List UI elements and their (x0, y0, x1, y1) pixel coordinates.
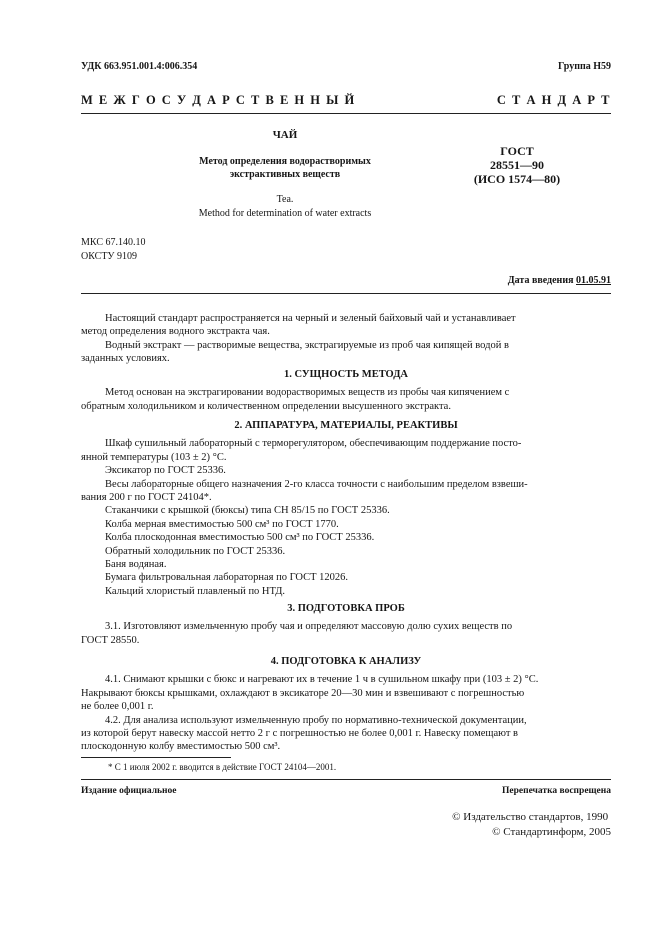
okstu-code: ОКСТУ 9109 (81, 251, 138, 262)
text-line: Шкаф сушильный лабораторный с терморегулятором, обеспечивающим поддержание посто- (105, 438, 522, 450)
official-edition: Издание официальное (81, 786, 177, 796)
gost-number (457, 144, 577, 186)
text-line: Эксикатор по ГОСТ 25336. (105, 465, 226, 477)
text-line: Обратный холодильник по ГОСТ 25336. (105, 545, 286, 557)
section-2 (81, 419, 611, 598)
document-subtitle (120, 155, 450, 181)
section-3 (81, 602, 611, 647)
section-heading: 3. ПОДГОТОВКА ПРОБ (287, 603, 405, 614)
text-line: Метод основан на экстрагировании водорастворимых веществ из пробы чая кипячением с (105, 387, 510, 399)
subtitle-line: Метод определения водорастворимых (199, 156, 371, 167)
text-line: Водный экстракт — растворимые вещества, экстрагируемые из проб чая кипящей водой в (105, 339, 509, 351)
text-line: метод определения водного экстракта чая. (81, 326, 270, 338)
section-heading: 2. АППАРАТУРА, МАТЕРИАЛЫ, РЕАКТИВЫ (234, 420, 458, 431)
text-line: вания 200 г по ГОСТ 24104*. (81, 492, 212, 504)
text-line: 4.2. Для анализа используют измельченную пробу по нормативно-технической документации, (105, 714, 527, 726)
group-code: Группа Н59 (558, 61, 611, 72)
banner-word-standard: С Т А Н Д А Р Т (496, 93, 611, 107)
english-title (120, 193, 450, 221)
text-line: Колба мерная вместимостью 500 см³ по ГОСТ 1770. (105, 518, 339, 530)
text-line: Настоящий стандарт распространяется на черный и зеленый байховый чай и устанавливает (105, 313, 516, 324)
section-heading: 1. СУЩНОСТЬ МЕТОДА (283, 369, 409, 380)
text-line: янной температуры (103 ± 2) °С. (81, 451, 227, 463)
footnote: * С 1 июля 2002 г. вводится в действие ГОСТ 24104—2001. (108, 762, 337, 772)
text-line: из которой берут навеску массой нетто 2 г с погрешностью не более 0,001 г. Навеску помещают в (81, 728, 518, 740)
text-line: плоскодонную колбу вместимостью 500 см³. (81, 741, 281, 753)
text-line: Кальций хлористый плавленый по НТД. (105, 585, 286, 597)
text-line: Бумага фильтровальная лабораторная по ГОСТ 12026. (105, 572, 349, 584)
date-rule (81, 293, 611, 294)
udk-code: УДК 663.951.001.4:006.354 (81, 61, 198, 72)
subtitle-line: экстрактивных веществ (229, 169, 341, 180)
text-line: заданных условиях. (81, 353, 170, 365)
section-4 (81, 655, 611, 754)
text-line: ГОСТ 28550. (81, 634, 140, 646)
footer-rule (81, 779, 611, 780)
document-title: ЧАЙ (272, 129, 298, 141)
section-1 (81, 368, 611, 413)
gost-label: ГОСТ (500, 144, 534, 158)
banner-rule (81, 113, 611, 114)
iso-code: (ИСО 1574—80) (473, 172, 561, 186)
effective-date-label: Дата введения (507, 275, 574, 286)
reprint-notice: Перепечатка воспрещена (501, 786, 611, 796)
banner-word-interstate: М Е Ж Г О С У Д А Р С Т В Е Н Н Ы Й (81, 93, 356, 107)
text-line: Баня водяная. (105, 559, 167, 571)
footnote-rule (81, 757, 231, 758)
classification-codes (81, 236, 145, 264)
text-line: 4.1. Снимают крышки с бюкс и нагревают их в течение 1 ч в сушильном шкафу при (103 ± 2) °С. (105, 674, 539, 686)
text-line: не более 0,001 г. (81, 701, 154, 713)
copyright-line: © Стандартинформ, 2005 (492, 826, 611, 838)
text-line: обратным холодильником и количественном определении высушенного экстракта. (81, 400, 451, 412)
text-line: Накрывают бюксы крышками, охлаждают в эксикаторе 20—30 мин и взвешивают с погрешностью (81, 687, 525, 699)
english-title-line: Method for determination of water extracts (198, 208, 372, 219)
section-heading: 4. ПОДГОТОВКА К АНАЛИЗУ (270, 656, 422, 667)
intro-text (81, 312, 611, 366)
text-line: Колба плоскодонная вместимостью 500 см³ по ГОСТ 25336. (105, 532, 375, 544)
mks-code: МКС 67.140.10 (81, 237, 146, 248)
gost-code: 28551—90 (490, 158, 544, 172)
effective-date (508, 275, 611, 286)
effective-date-value: 01.05.91 (576, 275, 611, 286)
english-title-line: Tea. (276, 194, 294, 205)
text-line: 3.1. Изготовляют измельченную пробу чая и определяют массовую долю сухих веществ по (105, 621, 513, 633)
standard-banner (81, 93, 611, 108)
copyright-line: © Издательство стандартов, 1990 (452, 811, 609, 823)
copyright (452, 810, 611, 840)
text-line: Весы лабораторные общего назначения 2-го класса точности с наибольшим пределом взвеши- (105, 478, 528, 490)
text-line: Стаканчики с крышкой (бюксы) типа СН 85/15 по ГОСТ 25336. (105, 505, 390, 517)
